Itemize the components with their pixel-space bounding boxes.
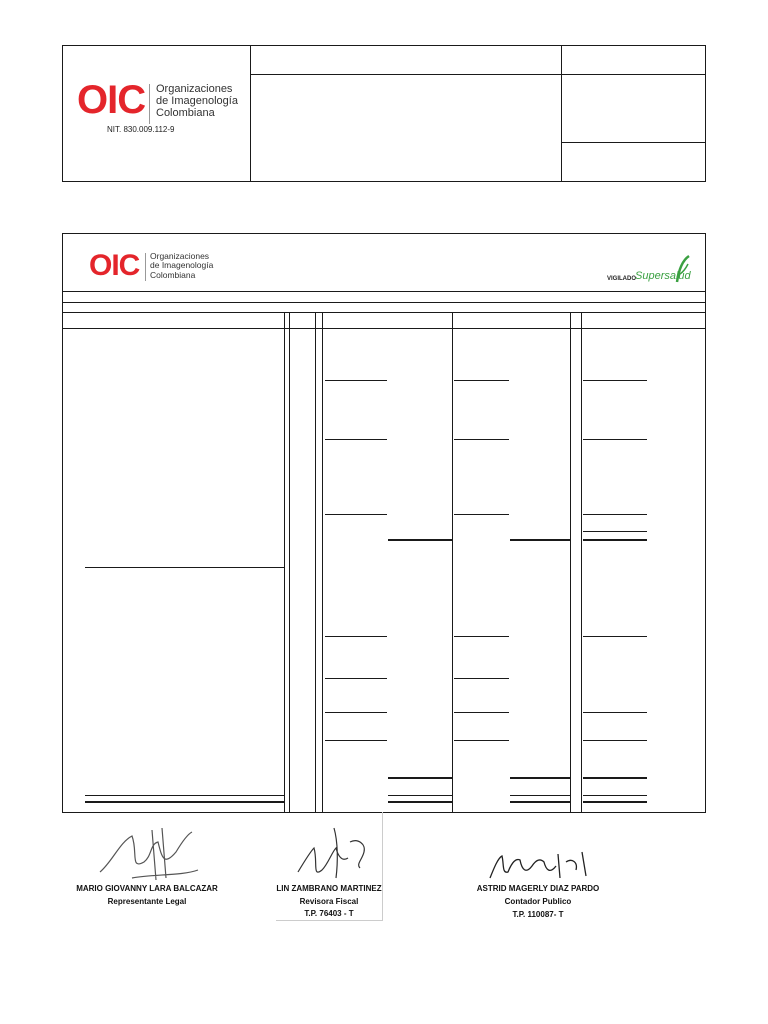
- header-divider: [561, 46, 562, 182]
- handwritten-signature: [288, 822, 378, 884]
- signer-role: Contador Publico: [504, 897, 572, 906]
- total-rule: [85, 801, 284, 803]
- logo-text-line: Colombiana: [150, 269, 196, 280]
- column-divider: [570, 312, 571, 813]
- logo-text-line: de Imagenología: [156, 95, 238, 108]
- signer-license: T.P. 76403 - T: [304, 909, 354, 918]
- total-rule: [583, 801, 647, 803]
- total-rule: [583, 795, 647, 796]
- total-rule: [85, 795, 284, 796]
- supersalud-icon: [675, 254, 691, 284]
- subtotal-rule: [583, 439, 647, 440]
- subtotal-rule: [325, 740, 387, 741]
- vigilado-label: VIGILADO: [607, 276, 637, 282]
- total-rule: [510, 777, 570, 779]
- total-rule: [583, 777, 647, 779]
- column-divider: [315, 312, 316, 813]
- subtotal-rule: [454, 678, 509, 679]
- signature-block: [458, 840, 618, 924]
- subtotal-rule: [325, 712, 387, 713]
- subtotal-rule: [325, 439, 387, 440]
- signer-role: Revisora Fiscal: [299, 897, 359, 906]
- section-rule: [85, 567, 284, 568]
- document-header: [62, 45, 706, 182]
- subtotal-rule: [325, 514, 387, 515]
- financial-statement: [62, 233, 706, 813]
- subtotal-rule: [454, 740, 509, 741]
- subtotal-rule: [454, 439, 509, 440]
- logo-mark: OIC: [89, 249, 140, 282]
- nit-number: NIT. 830.009.112-9: [107, 125, 175, 134]
- subtotal-rule: [583, 636, 647, 637]
- logo-mark: OIC: [77, 78, 146, 122]
- subtotal-rule: [583, 380, 647, 381]
- column-divider: [289, 312, 290, 813]
- column-divider: [284, 312, 285, 813]
- signer-role: Representante Legal: [107, 897, 187, 906]
- table-rule: [63, 291, 705, 292]
- signer-name: MARIO GIOVANNY LARA BALCAZAR: [76, 884, 218, 893]
- signer-license: T.P. 110087- T: [512, 910, 564, 919]
- total-rule: [388, 539, 452, 541]
- logo-text-line: Organizaciones: [150, 251, 210, 261]
- subtotal-rule: [583, 712, 647, 713]
- company-logo: [77, 80, 247, 140]
- column-divider: [452, 312, 453, 813]
- subtotal-rule: [325, 380, 387, 381]
- total-rule: [388, 777, 452, 779]
- column-divider: [581, 312, 582, 813]
- subtotal-rule: [325, 678, 387, 679]
- report-logo: [89, 250, 249, 286]
- column-divider: [322, 312, 323, 813]
- total-rule: [510, 801, 570, 803]
- table-rule: [63, 328, 705, 329]
- header-divider: [250, 46, 251, 182]
- signer-name: ASTRID MAGERLY DIAZ PARDO: [476, 884, 600, 893]
- logo-separator: [149, 84, 150, 124]
- handwritten-signature: [92, 822, 202, 884]
- logo-separator: [145, 253, 146, 281]
- subtotal-rule: [583, 740, 647, 741]
- logo-text: [150, 252, 213, 280]
- table-rule: [63, 302, 705, 303]
- subtotal-rule: [583, 531, 647, 532]
- supersalud-badge: [607, 254, 697, 290]
- subtotal-rule: [454, 380, 509, 381]
- table-rule: [63, 312, 705, 313]
- signature-block: [62, 818, 232, 908]
- subtotal-rule: [454, 712, 509, 713]
- handwritten-signature: [486, 848, 596, 884]
- logo-text-line: de Imagenología: [150, 260, 214, 271]
- total-rule: [388, 801, 452, 803]
- signature-block: [276, 812, 383, 921]
- supersalud-label: Supersalud: [635, 270, 691, 282]
- subtotal-rule: [454, 514, 509, 515]
- total-rule: [388, 795, 452, 796]
- total-rule: [510, 795, 570, 796]
- logo-text-line: Colombiana: [156, 107, 215, 120]
- logo-text: [156, 83, 238, 119]
- total-rule: [510, 539, 570, 541]
- total-rule: [583, 539, 647, 541]
- header-divider: [562, 142, 706, 143]
- signer-name: LIN ZAMBRANO MARTINEZ: [276, 884, 382, 893]
- subtotal-rule: [325, 636, 387, 637]
- header-divider: [251, 74, 706, 75]
- subtotal-rule: [583, 514, 647, 515]
- subtotal-rule: [454, 636, 509, 637]
- logo-text-line: Organizaciones: [156, 83, 233, 95]
